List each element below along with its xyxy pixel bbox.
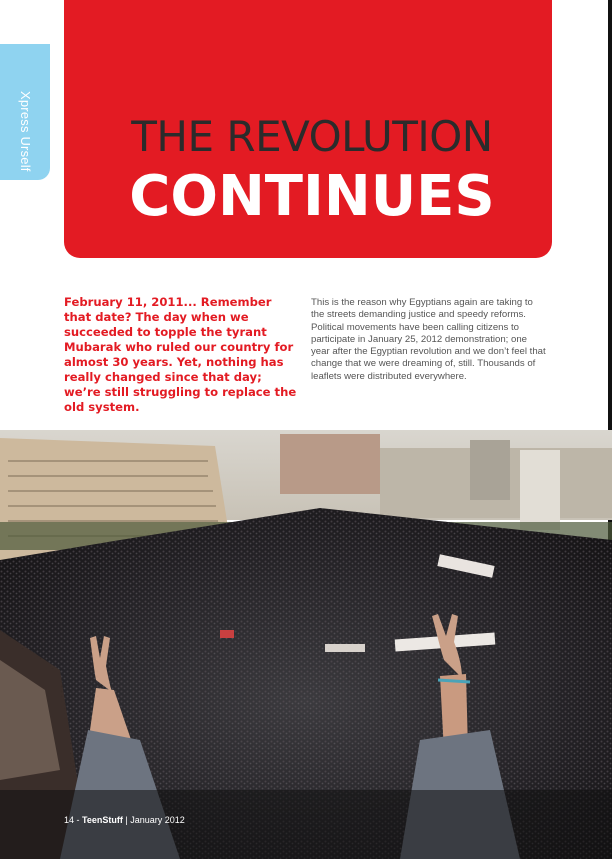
crowd-photo: [0, 430, 612, 859]
magazine-name: TeenStuff: [82, 815, 123, 825]
title-line-1: THE REVOLUTION: [131, 112, 493, 161]
body-paragraph: This is the reason why Egyptians again are taking to the streets demanding justice and speedy reforms. Political movements have been calling citizens to participate in January 25, 2012 demonstration; one year after the Egyptian revolution and we don’t feel that change that we were dreaming of, still. Thousands of leaflets were distributed everywhere.: [311, 297, 546, 382]
footer-divider: |: [122, 815, 131, 825]
section-tab-label: Xpress Urself: [18, 91, 33, 172]
intro-paragraph: February 11, 2011... Remember that date? The day when we succeeded to topple the tyrant Mubarak who ruled our country for almost 30 years. Yet, nothing has really changed since that day; we’re still struggling to replace the old system.: [64, 295, 297, 414]
title-banner: [64, 0, 552, 258]
title-line-2: CONTINUES: [129, 164, 495, 229]
section-tab: [0, 44, 50, 180]
page-number: 14: [64, 815, 75, 825]
page-footer: [64, 815, 185, 825]
footer-separator: -: [74, 815, 83, 825]
issue-date: January 2012: [130, 815, 185, 825]
